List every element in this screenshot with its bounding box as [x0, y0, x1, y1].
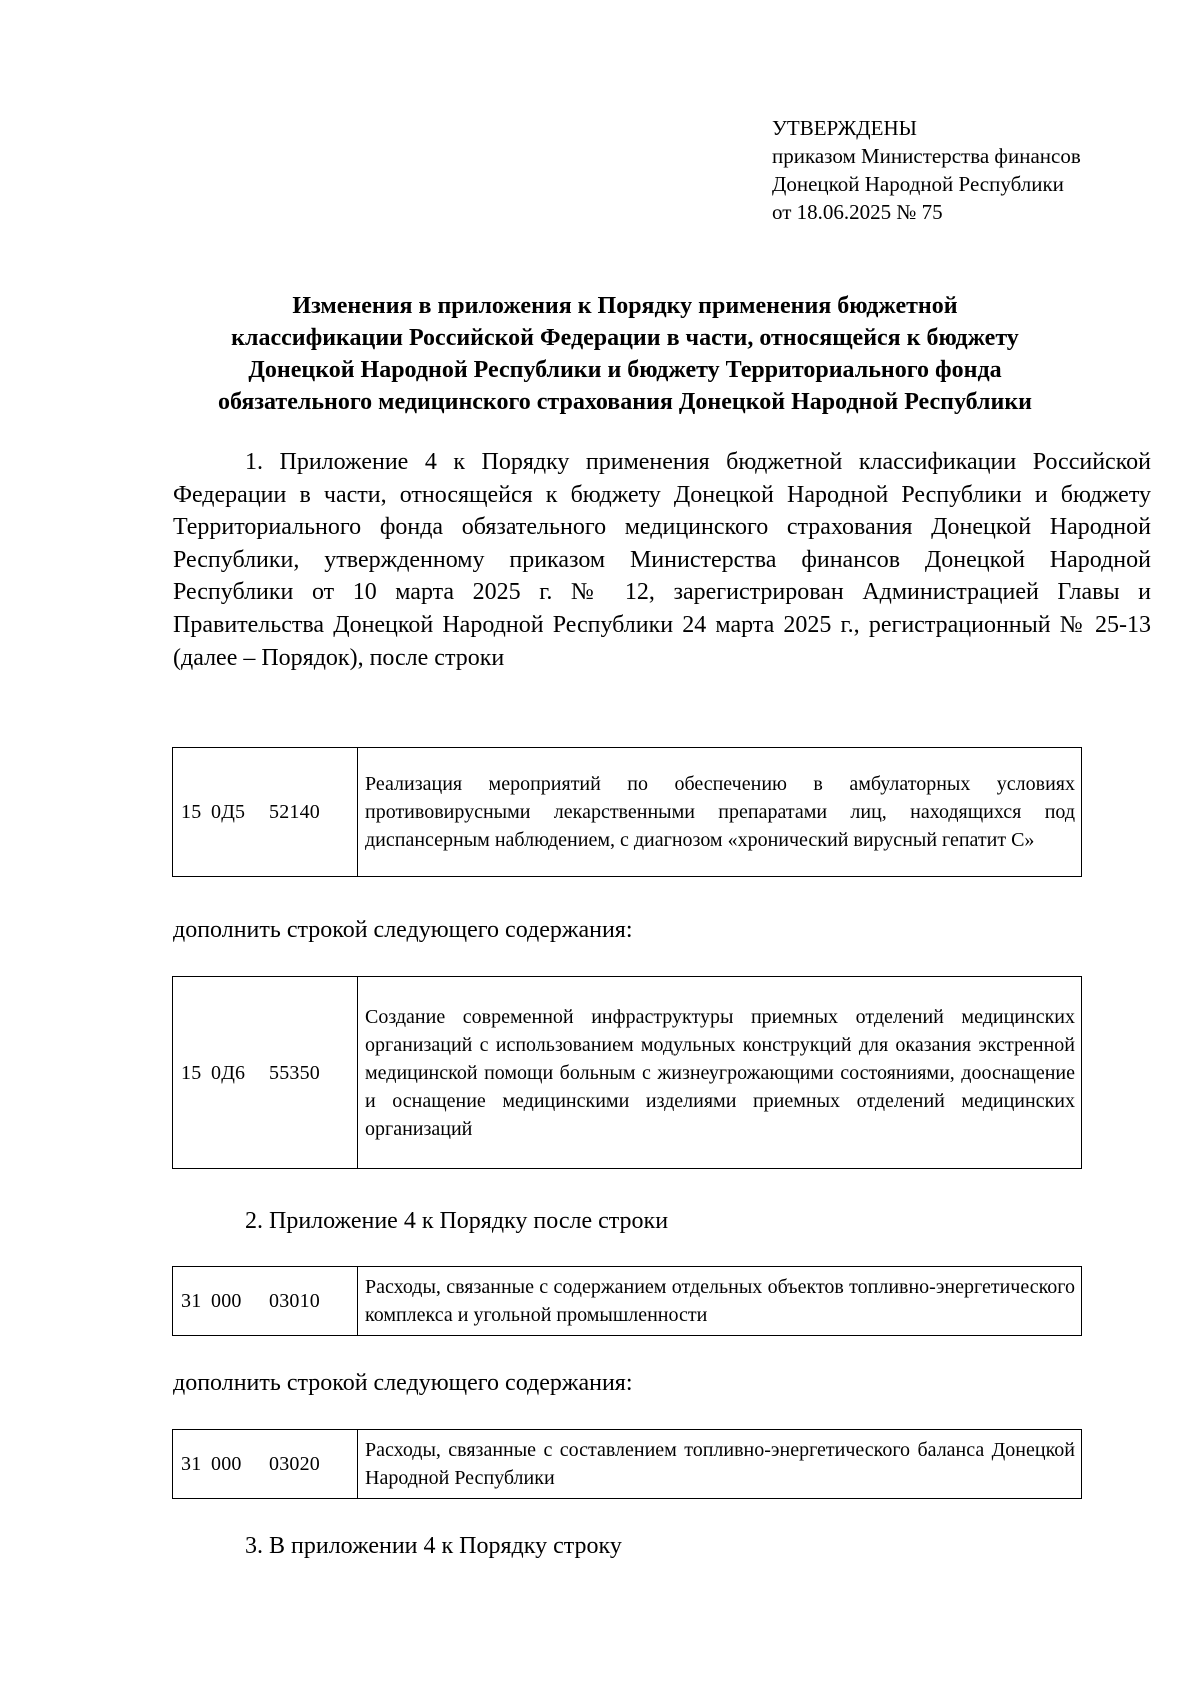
- code-cell: [173, 977, 358, 1169]
- approval-republic-line: Донецкой Народной Республики: [772, 172, 1064, 196]
- code-part-c: 03010: [269, 1290, 320, 1312]
- code-table-1-new: [172, 976, 1082, 1169]
- title-line: классификации Российской Федерации в части, относящейся к бюджету: [231, 325, 1019, 351]
- section-2-paragraph: 2. Приложение 4 к Порядку после строки: [245, 1208, 669, 1234]
- code-table-2-new: [172, 1429, 1082, 1499]
- approval-stamp: [772, 114, 1081, 226]
- supplement-text-2: дополнить строкой следующего содержания:: [173, 1370, 633, 1396]
- code-part-c: 03020: [269, 1453, 320, 1475]
- code-table-2-after: [172, 1266, 1082, 1336]
- section-1-paragraph: 1. Приложение 4 к Порядку применения бюджетной классификации Российской Федерации в части, относящейся к бюджету Донецкой Народной Республики и бюджету Территориального фонда обязательного медицинского страхования Донецкой Народной Республики, утвержденному приказом Министерства финансов Донецкой Народной Республики от 10 марта 2025 г. № 12, зарегистрирован Администрацией Главы и Правительства Донецкой Народной Республики 24 марта 2025 г., регистрационный № 25-13 (далее – Порядок), после строки: [173, 449, 1151, 671]
- code-part-b: 0Д5: [211, 801, 246, 823]
- code-cell: [173, 748, 358, 877]
- code-part-c: 55350: [269, 1061, 320, 1084]
- table-row: [173, 748, 1082, 877]
- title-line: Изменения в приложения к Порядку применения бюджетной: [292, 293, 958, 319]
- code-part-a: 31: [181, 1453, 202, 1475]
- approval-date-line: от 18.06.2025 № 75: [772, 200, 943, 224]
- code-part-a: 31: [181, 1290, 202, 1312]
- title-line: обязательного медицинского страхования Донецкой Народной Республики: [218, 389, 1032, 415]
- section-3-paragraph: 3. В приложении 4 к Порядку строку: [245, 1533, 622, 1559]
- code-part-b: 000: [211, 1290, 242, 1312]
- description-cell: Создание современной инфраструктуры приемных отделений медицинских организаций с использованием модульных конструкций для оказания экстренной медицинской помощи больным с жизнеугрожающими состояниями, дооснащение и оснащение медицинскими изделиями приемных отделений медицинских организаций: [358, 977, 1082, 1169]
- code-part-a: 15: [181, 1061, 202, 1084]
- description-cell: Расходы, связанные с содержанием отдельных объектов топливно-энергетического комплекса и угольной промышленности: [358, 1267, 1082, 1336]
- approval-order-line: приказом Министерства финансов: [772, 144, 1081, 168]
- table-row: [173, 977, 1082, 1169]
- code-cell: [173, 1430, 358, 1499]
- document-title: [170, 290, 1080, 418]
- code-part-c: 52140: [269, 801, 320, 823]
- description-cell: Расходы, связанные с составлением топливно-энергетического баланса Донецкой Народной Республики: [358, 1430, 1082, 1499]
- table-row: [173, 1267, 1082, 1336]
- description-cell: Реализация мероприятий по обеспечению в амбулаторных условиях противовирусными лекарственными препаратами лиц, находящихся под диспансерным наблюдением, с диагнозом «хронический вирусный гепатит С»: [358, 748, 1082, 877]
- supplement-text-1: дополнить строкой следующего содержания:: [173, 917, 633, 943]
- code-part-a: 15: [181, 801, 202, 823]
- approval-heading: УТВЕРЖДЕНЫ: [772, 116, 917, 140]
- table-row: [173, 1430, 1082, 1499]
- code-part-b: 000: [211, 1453, 242, 1475]
- title-line: Донецкой Народной Республики и бюджету Территориального фонда: [248, 357, 1002, 383]
- code-cell: [173, 1267, 358, 1336]
- code-table-1-after: [172, 747, 1082, 877]
- code-part-b: 0Д6: [211, 1061, 246, 1084]
